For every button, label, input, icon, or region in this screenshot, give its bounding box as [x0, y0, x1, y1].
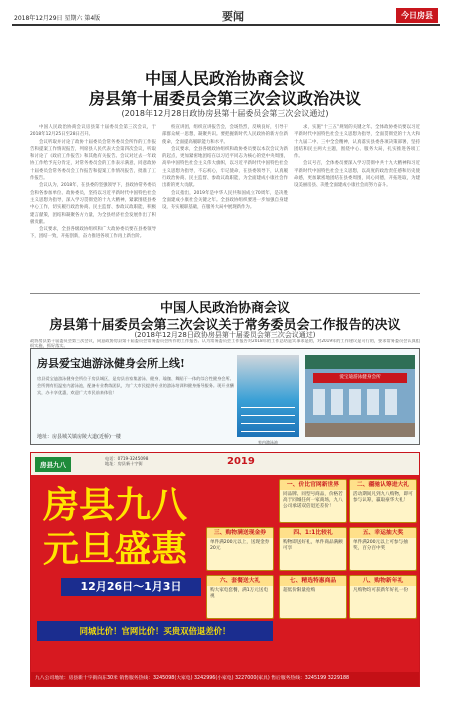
article1-subtitle: (2018年12月28日政协房县第十届委员会第三次会议通过): [121, 109, 329, 118]
building-sign: 爱宝迪游泳健身会所: [313, 373, 407, 383]
paragraph: 会议要求，全县各级政协组织和政协委员要以本次会议为新的起点，更加紧密地团结在以习近平同志为核心的党中央周围，高举中国特色社会主义伟大旗帜，以习近平新时代中国特色社会主义思想为指导，不忘初心，牢记使命，在县委领导下，认真履行政治协商、民主监督、参政议政职能，为全面建成小康社会作出新的更大贡献。: [162, 146, 288, 189]
offer-card: 一、价比官网新世界 同品牌、同型号商品，价格若高于同城任何一家商场，九八公司承诺双倍退还差价！: [279, 479, 347, 523]
paragraph: 校宣讲团，组织宣讲报告会，会场热烈，反响良好，引导干部群众统一思想，凝聚共识。要把握新时代人民政协的新方位新使命，全面提高履职能力和水平。: [162, 125, 288, 145]
paragraph: 会议指出，2019年是中华人民共和国成立70周年，是决胜全面建成小康社会关键之年。全县政协组织要进一步加强自身建设，夯实履职基础，在服务大局中展现新作为。: [162, 190, 288, 211]
advert-brand: 房县九八: [35, 457, 71, 472]
offer-card: 五、幸运抽大奖 单件满200元以上可参与抽奖，百分百中奖: [349, 527, 417, 571]
advert-top-bar: [31, 453, 420, 475]
offer-card: 七、精选特惠商品 超低价限量抢购: [279, 575, 347, 619]
advert-headline: 房县九八 元旦盛惠: [43, 484, 188, 570]
promo-text: 房县爱宝迪游泳健身会所位于房县城区，是房县首家集游泳、健身、瑜伽、舞蹈于一体的综合性健身会所。会所拥有恒温室内游泳池，配备专业教练团队，为广大市民提供专业的游泳培训和健身指导服务。现开业酬宾，办卡享优惠，欢迎广大市民前来体验！: [37, 376, 234, 395]
article1-column-1: [30, 124, 156, 290]
pool-photo-caption: 室内游泳池: [258, 440, 278, 445]
paragraph: 中国人民政治协商会议房县第十届委员会第三次会议，于2018年12月25日至28日召开。: [30, 125, 156, 138]
paragraph: 会议认为，2018年，在县委的坚强领导下，县政协常务委员会和各参加单位、政协委员，坚持以习近平新时代中国特色社会主义思想为指导，深入学习贯彻党的十九大精神，紧紧围绕县委中心工作，切实履行政治协商、民主监督、参政议政职能，积极建言献策，团结和凝聚各方力量，为全县经济社会发展作出了积极贡献。: [30, 183, 156, 225]
advert-year: 2019: [227, 456, 255, 467]
section-title: 要闻: [222, 10, 244, 23]
article2-title-line2: 房县第十届委员会第三次会议关于常务委员会工作报告的决议: [49, 318, 401, 333]
paragraph: 求，实施“十三五”规划的关键之年。全体政协委员要以习近平新时代中国特色社会主义思想为指导，全面贯彻党的十九大和十九届二中、三中全会精神，认真落实县委各项决策部署，坚持团结和民主两大主题，围绕中心、服务大局，扎实推进各项工作。: [294, 125, 420, 160]
paragraph: 会议要求，全县各级政协组织和广大政协委员要在县委领导下，团结一致，开拓创新，奋力推进各项工作再上新台阶。: [30, 227, 156, 240]
advert-contact: 电话：0719-3245098 地址：房县新十字街: [105, 456, 149, 467]
swimming-club-promo: [30, 348, 420, 445]
building-photo: [305, 355, 415, 437]
page-header: [12, 6, 440, 26]
promo-address: 地址：房县城关镇房陵大道(近桥)一楼: [37, 434, 121, 440]
offer-card: 八、购物新年礼 凡购物均可获新年好礼一份: [349, 575, 417, 619]
offer-card: 四、1:1比较礼 购物即送好礼，单件商品满额可享: [279, 527, 347, 571]
paragraph: 会议号召，全体委员要深入学习贯彻中共十九大精神和习近平新时代中国特色社会主义思想，以高度的政治责任感和历史使命感，更加紧密地团结在县委周围，同心同德，开拓进取，为建设美丽房县、决胜全面建成小康社会而努力奋斗。: [294, 161, 420, 189]
offer-card: 六、套餐送大礼 购大家电套餐，满1万元送电视: [206, 575, 274, 619]
promo-title: 房县爱宝迪游泳健身会所上线!: [37, 357, 185, 370]
offer-card: 三、购物满送现金券 单件满200元以上，送现金券20元: [206, 527, 274, 571]
article1-column-2: [162, 124, 288, 290]
advert-dates: 12月26日～1月3日: [61, 578, 201, 596]
advert-footer: 九八公司地址：房县新十字街向东30米 销售服务热线：3245098(大家电) 3242996(小家电) 3227000(家具) 售后服务热线：3245199 3229188: [31, 672, 420, 686]
article1-column-3: [294, 124, 420, 290]
article2-subtitle: (2018年12月28日政协房县第十届委员会第三次会议通过): [134, 331, 316, 339]
offer-card: 二、疆驰认筹进大礼 活动期间凡到九八购物，即可参与认筹，赢取豪华大礼！: [349, 479, 417, 523]
divider: [30, 293, 420, 294]
newspaper-logo: 今日房县: [396, 8, 438, 23]
article2-body: 政协房县第十届委员会第三次会议，同意政协房县第十届委员会常务委员会所作的工作报告。认为常务委员会工作报告对2018年的工作总结是实事求是的，对2019年的工作建议是可行的，要求常务委员会认真组织实施，抓好落实。: [30, 339, 420, 348]
issue-date: 2018年12月29日 星期六 第4版: [14, 15, 101, 22]
advert-slogan: 同城比价！官网比价！买贵双倍退差价！: [37, 621, 273, 641]
article2-title-line1: 中国人民政治协商会议: [159, 301, 290, 316]
paragraph: 会议听取并讨论了政协十届委员会常务委员会所作的工作报告和提案工作情况报告，列席县人民代表大会第四次会议，听取和讨论了《政府工作报告》和其他有关报告。会议对过去一年政协工作给予充分肯定，对常务委员会的工作表示满意，同意政协十届委员会常务委员会工作报告和提案工作情况报告，批准了工作报告。: [30, 139, 156, 182]
pool-photo: [237, 355, 299, 445]
new-year-sale-advert: [30, 452, 420, 687]
article1-title-line2: 房县第十届委员会第三次会议政治决议: [88, 89, 361, 108]
article1-title-line1: 中国人民政治协商会议: [144, 69, 305, 88]
